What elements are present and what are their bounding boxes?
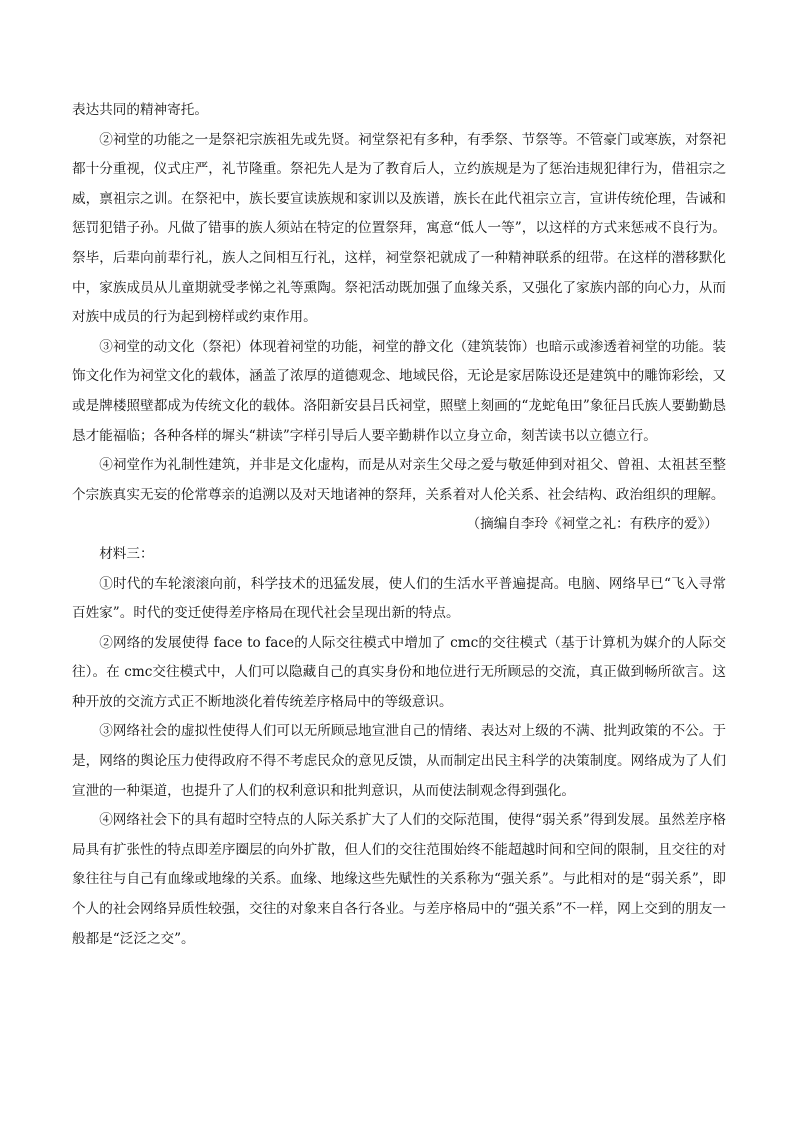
paragraph-decoration-culture: ③祠堂的动文化（祭祀）体现着祠堂的功能，祠堂的静文化（建筑装饰）也暗示或渗透着祠堂的功能。装饰文化作为祠堂文化的载体，涵盖了浓厚的道德观念、地域民俗，无论是家居陈设还是建筑中的雕饰彩绘，又或是牌楼照壁都成为传统文化的载体。洛阳新安县吕氏祠堂，照壁上刻画的“龙蛇龟田”象征吕氏族人要勤勤恳恳才能福临；各种各样的墀头“耕读”字样引导后人要辛勤耕作以立身立命，刻苦读书以立德立行。: [72, 338, 726, 444]
paragraph-weak-ties: ④网络社会下的具有超时空特点的人际关系扩大了人们的交际范围，使得“弱关系”得到发展。虽然差序格局具有扩张性的特点即差序圈层的向外扩散，但人们的交往范围始终不能超越时间和空间的限制，且交往的对象往往与自己有血缘或地缘的关系。血缘、地缘这些先赋性的关系称为“强关系”。与此相对的是“弱关系”，即个人的社会网络异质性较强，交往的对象来自各行各业。与差序格局中的“强关系”不一样，网上交到的朋友一般都是“泛泛之交”。: [72, 812, 726, 947]
source-citation: （摘编自李玲《祠堂之礼：有秩序的爱》）: [466, 516, 718, 533]
paragraph-continuation: 表达共同的精神寄托。: [72, 102, 208, 118]
paragraph-era-change: ①时代的车轮滚滚向前，科学技术的迅猛发展，使人们的生活水平普遍提高。电脑、网络早已“飞入寻常百姓家”。时代的变迁使得差序格局在现代社会呈现出新的特点。: [72, 575, 726, 622]
document-page: [72, 96, 726, 954]
paragraph-virtuality: ③网络社会的虚拟性使得人们可以无所顾忌地宣泄自己的情绪、表达对上级的不满、批判政策的不公。于是，网络的舆论压力使得政府不得不考虑民众的意见反馈，从而制定出民主科学的决策制度。网络成为了人们宣泄的一种渠道，也提升了人们的权利意识和批判意识，从而使法制观念得到强化。: [72, 723, 726, 799]
paragraph-ancestral-worship: ②祠堂的功能之一是祭祀宗族祖先或先贤。祠堂祭祀有多种，有季祭、节祭等。不管豪门或寒族，对祭祀都十分重视，仪式庄严，礼节隆重。祭祀先人是为了教育后人，立约族规是为了惩治违规犯律行为，借祖宗之威，禀祖宗之训。在祭祀中，族长要宣读族规和家训以及族谱，族长在此代祖宗立言，宣讲传统伦理，告诫和惩罚犯错子孙。凡做了错事的族人须站在特定的位置祭拜，寓意“低人一等”，以这样的方式来惩戒不良行为。祭毕，后辈向前辈行礼，族人之间相互行礼，这样，祠堂祭祀就成了一种精神联系的纽带。在这样的潜移默化中，家族成员从儿童期就受孝悌之礼等熏陶。祭祀活动既加强了血缘关系，又强化了家族内部的向心力，从而对族中成员的行为起到榜样或约束作用。: [72, 131, 726, 326]
paragraph-ritual-architecture: ④祠堂作为礼制性建筑，并非是文化虚构，而是从对亲生父母之爱与敬延伸到对祖父、曾祖、太祖甚至整个宗族真实无妄的伦常尊亲的追溯以及对天地诸神的祭拜，关系着对人伦关系、社会结构、政治组织的理解。: [72, 457, 726, 503]
material-three-heading: 材料三：: [99, 545, 154, 562]
paragraph-cmc-mode: ②网络的发展使得 face to face的人际交往模式中增加了 cmc的交往模式（基于计算机为媒介的人际交往）。在 cmc交往模式中，人们可以隐藏自己的真实身份和地位进行无所顾忌的交流，真正做到畅所欲言。这种开放的交流方式正不断地淡化着传统差序格局中的等级意识。: [72, 634, 726, 710]
